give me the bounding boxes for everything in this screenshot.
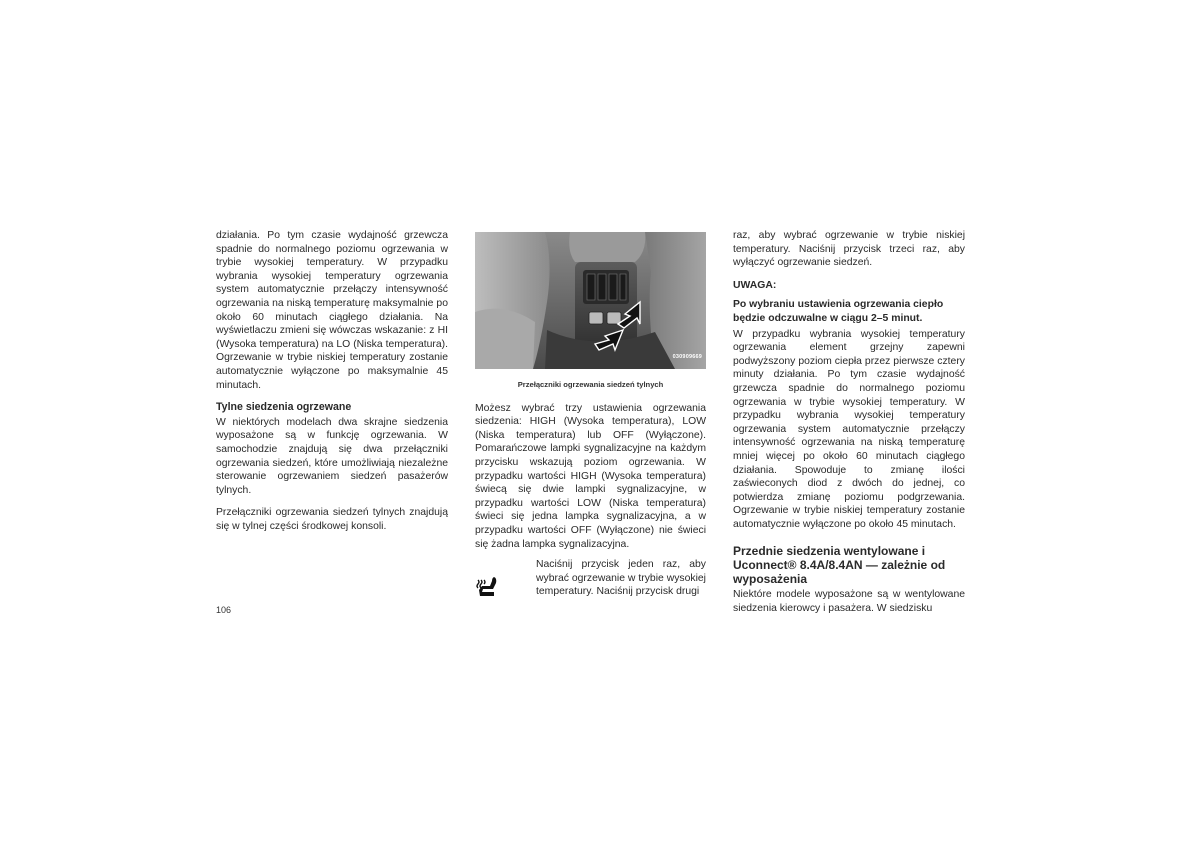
section-heading-ventilated-seats: Przednie siedzenia wentylowane i Uconnect® 8.4A/8.4AN — zależnie od wyposażenia [733,544,946,587]
column-middle [475,232,706,605]
paragraph: Naciśnij przycisk jeden raz, aby wybrać ogrzewanie w trybie wysokiej temperatury. Naciśnij przycisk drugi [536,559,706,598]
paragraph: Niektóre modele wyposażone są w wentylowane siedzenia kierowcy i pasażera. W siedzisku [733,589,965,615]
paragraph: W przypadku wybrania wysokiej temperatury ogrzewania element grzejny zapewni podwyższony poziom ciepła przez pierwsze cztery minuty działania. Po tym czasie wydajność grzewcza spadnie do normalnego poziomu ogrzewania w trybie wysokiej temperatury. W przypadku wybrania wysokiej temperatury ogrzewania system automatycznie przełączy intensywność ogrzewania na niską temperaturę mniej więcej po około 60 minutach ciągłego działania. Spowoduje to zmianę ilości zaświeconych diod z dwóch do jednej, co potwierdza zmianę poziomu podgrzewania. Ogrzewanie w trybie niskiej temperatury zostanie automatycznie wyłączone po około 45 minutach. [733,328,965,530]
paragraph: W niektórych modelach dwa skrajne siedzenia wyposażone są w funkcję ogrzewania. W samochodzie znajdują się dwa przełączniki ogrzewania siedzeń, które umożliwiają niezależne sterowanie ogrzewaniem siedzeń pasażerów tylnych. [216,416,448,496]
paragraph: Możesz wybrać trzy ustawienia ogrzewania siedzenia: HIGH (Wysoka temperatura), LOW (Niska temperatura) lub OFF (Wyłączone). Pomarańczowe lampki sygnalizacyjne na każdym przycisku wskazują poziom ogrzewania. W przypadku wartości HIGH (Wysoka temperatura) świecą się dwie lampki sygnalizacyjne, w przypadku wartości LOW (Niska temperatura) świeci się jedna lampka sygnalizacyjna, a w przypadku wartości OFF (Wyłączone) nie świeci się żadna lampka sygnalizacyjna. [475,402,706,550]
heated-seat-instruction [475,558,706,605]
paragraph: Przełączniki ogrzewania siedzeń tylnych znajdują się w tylnej części środkowej konsoli. [216,507,448,532]
note-text: Po wybraniu ustawienia ogrzewania ciepło będzie odczuwalne w ciągu 2–5 minut. [733,299,944,324]
column-left [216,229,448,542]
paragraph: raz, aby wybrać ogrzewanie w trybie niskiej temperatury. Naciśnij przycisk trzeci raz, aby wyłączyć ogrzewanie siedzeń. [733,230,965,269]
page-number: 106 [216,605,232,615]
note-title: UWAGA: [733,279,777,291]
paragraph: działania. Po tym czasie wydajność grzewcza spadnie do normalnego poziomu ogrzewania w trybie wysokiej temperatury. W przypadku wybrania wysokiej temperatury ogrzewania system automatycznie przełączy intensywność ogrzewania na niską temperaturę maksymalnie po około 60 minutach ciągłego działania. Na wyświetlaczu zmieni się wówczas wskazanie: z HI (Wysoka temperatura) na LO (Niska temperatura). Ogrzewanie w trybie niskiej temperatury zostanie automatycznie wyłączone po maksymalnie 45 minutach. [216,230,448,391]
photo-caption: Przełączniki ogrzewania siedzeń tylnych [517,380,664,389]
column-right [733,229,965,625]
heated-seat-icon [475,558,521,605]
rear-seat-switches-photo [475,232,706,369]
section-heading-rear-heated-seats: Tylne siedzenia ogrzewane [216,401,352,414]
photo-reference-code: 030909669 [672,354,702,361]
